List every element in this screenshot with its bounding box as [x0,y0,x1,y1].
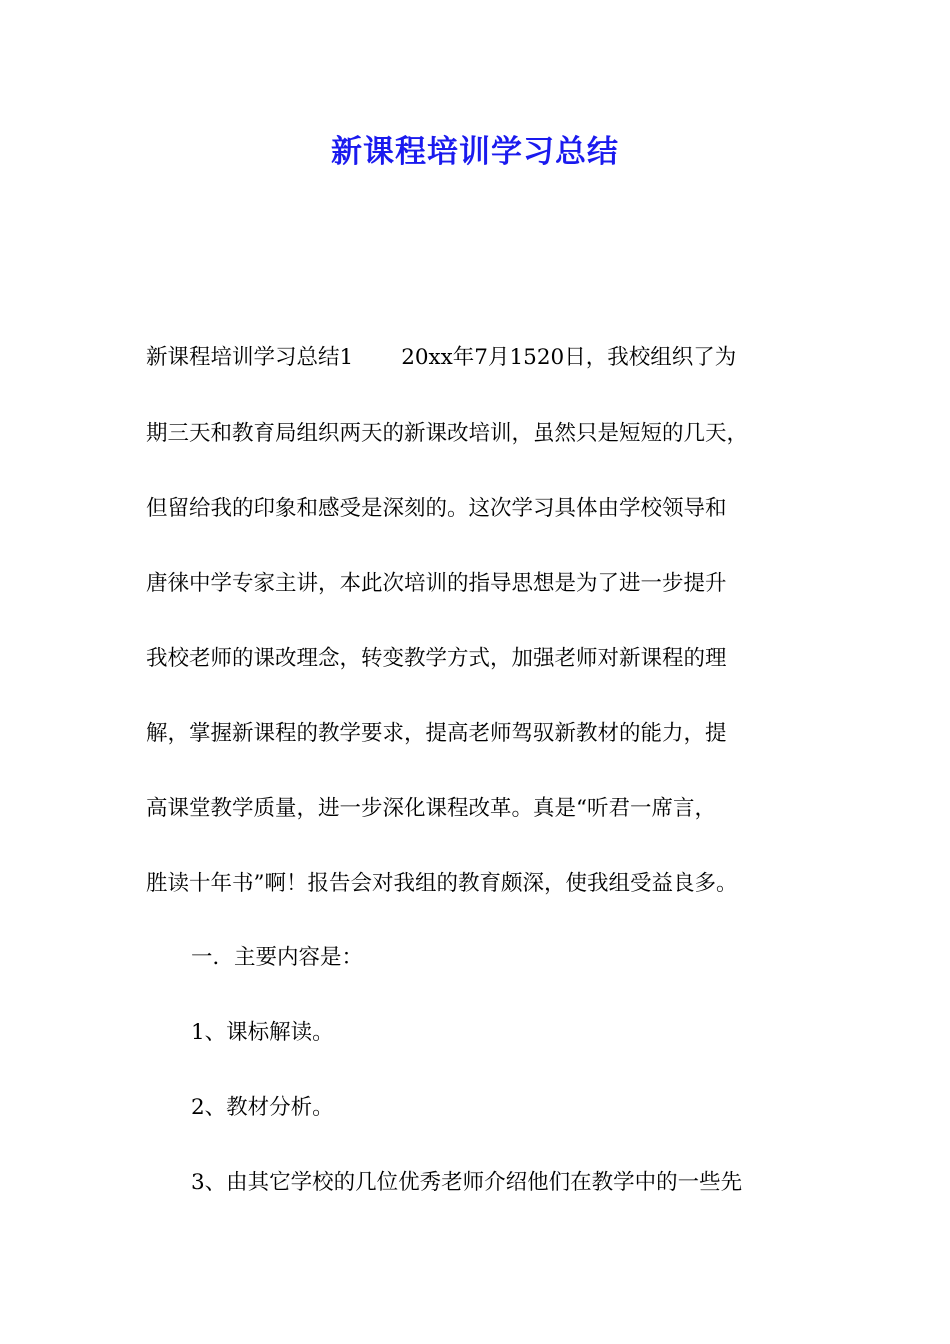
paragraph-line: 期三天和教育局组织两天的新课改培训，虽然只是短短的几天， [146,421,749,446]
list-item: 1、课标解读。 [191,1020,334,1045]
intro-heading: 新课程培训学习总结1 [146,345,354,370]
paragraph-line: 高课堂教学质量，进一步深化课程改革。真是“听君一席言， [146,796,716,821]
list-item: 3、由其它学校的几位优秀老师介绍他们在教学中的一些先 [191,1170,743,1195]
paragraph-line: 但留给我的印象和感受是深刻的。这次学习具体由学校领导和 [146,496,727,521]
document-title: 新课程培训学习总结 [331,134,619,170]
paragraph-line: 解，掌握新课程的教学要求，提高老师驾驭新教材的能力，提 [146,721,727,746]
paragraph-line: 胜读十年书”啊！报告会对我组的教育颇深，使我组受益良多。 [146,871,738,896]
list-item: 2、教材分析。 [191,1095,334,1120]
paragraph-line [146,342,836,374]
section-heading: 一．主要内容是： [191,945,364,970]
paragraph-line: 我校老师的课改理念，转变教学方式，加强老师对新课程的理 [146,646,727,671]
intro-text: 20xx年7月1520日，我校组织了为 [401,345,737,370]
paragraph-line: 唐徕中学专家主讲，本此次培训的指导思想是为了进一步提升 [146,571,727,596]
